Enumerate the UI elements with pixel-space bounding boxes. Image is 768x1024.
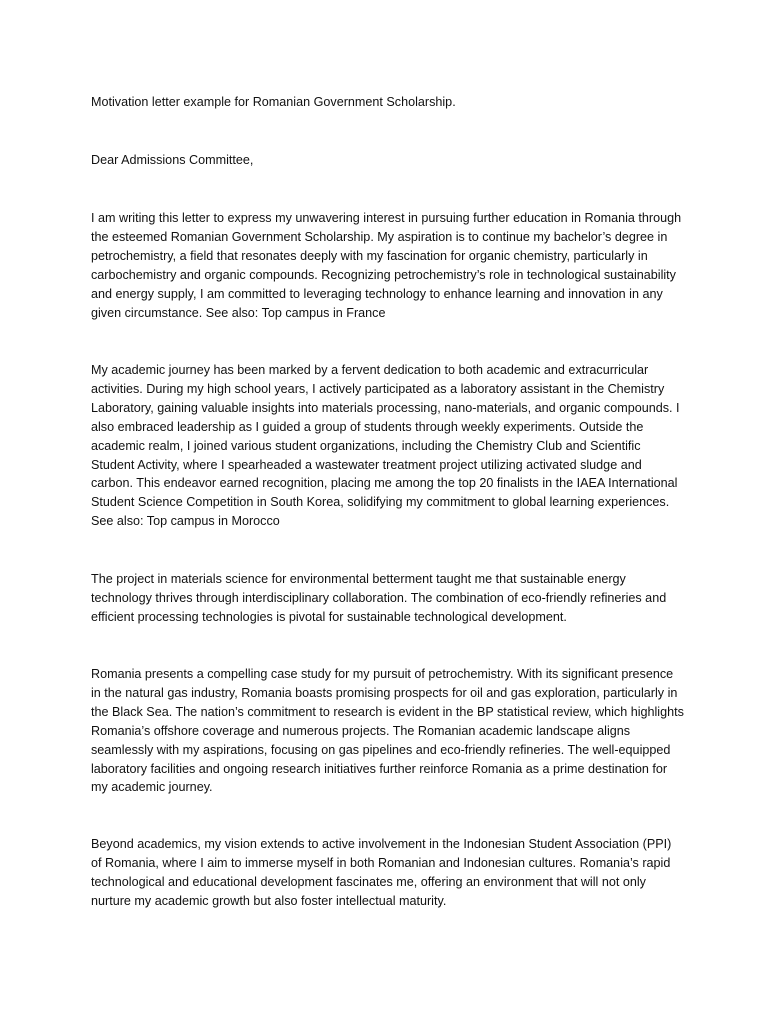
paragraph-romania: Romania presents a compelling case study for my pursuit of petrochemistry. With its significant presence in the natural gas industry, Romania boasts promising prospects for oil and gas exploration, particularly in the Black Sea. The nation’s commitment to research is evident in the BP statistical review, which highlights Romania’s offshore coverage and numerous projects. The Romanian academic landscape aligns seamlessly with my aspirations, focusing on gas pipelines and eco-friendly refineries. The well-equipped laboratory facilities and ongoing research initiatives further reinforce Romania as a prime destination for my academic journey. <box>91 667 684 795</box>
paragraph-materials-science: The project in materials science for environmental betterment taught me that sustainable energy technology thrives through interdisciplinary collaboration. The combination of eco-friendly refineries and efficient processing technologies is pivotal for sustainable technological development. <box>91 572 667 624</box>
paragraph-intro: I am writing this letter to express my unwavering interest in pursuing further education in Romania through the esteemed Romanian Government Scholarship. My aspiration is to continue my bachelor’s degree in petrochemistry, a field that resonates deeply with my fascination for organic chemistry, particularly in carbochemistry and organic compounds. Recognizing petrochemistry’s role in technological sustainability and energy supply, I am committed to leveraging technology to enhance learning and innovation in any given circumstance. See also: Top campus in France <box>91 211 682 320</box>
document-title: Motivation letter example for Romanian Government Scholarship. <box>91 95 456 109</box>
paragraph-beyond-academics: Beyond academics, my vision extends to active involvement in the Indonesian Student Association (PPI) of Romania, where I aim to immerse myself in both Romanian and Indonesian cultures. Romania’s rapid technological and educational development fascinates me, offering an environment that will not only nurture my academic growth but also foster intellectual maturity. <box>91 837 672 908</box>
paragraph-academic-journey: My academic journey has been marked by a fervent dedication to both academic and extracurricular activities. During my high school years, I actively participated as a laboratory assistant in the Chemistry Laboratory, gaining valuable insights into materials processing, nano-materials, and organic compounds. I also embraced leadership as I guided a group of students through weekly experiments. Outside the academic realm, I joined various student organizations, including the Chemistry Club and Scientific Student Activity, where I spearheaded a wastewater treatment project utilizing activated sludge and carbon. This endeavor earned recognition, placing me among the top 20 finalists in the IAEA International Student Science Competition in South Korea, solidifying my commitment to global learning experiences. See also: Top campus in Morocco <box>91 363 680 529</box>
salutation: Dear Admissions Committee, <box>91 153 254 167</box>
